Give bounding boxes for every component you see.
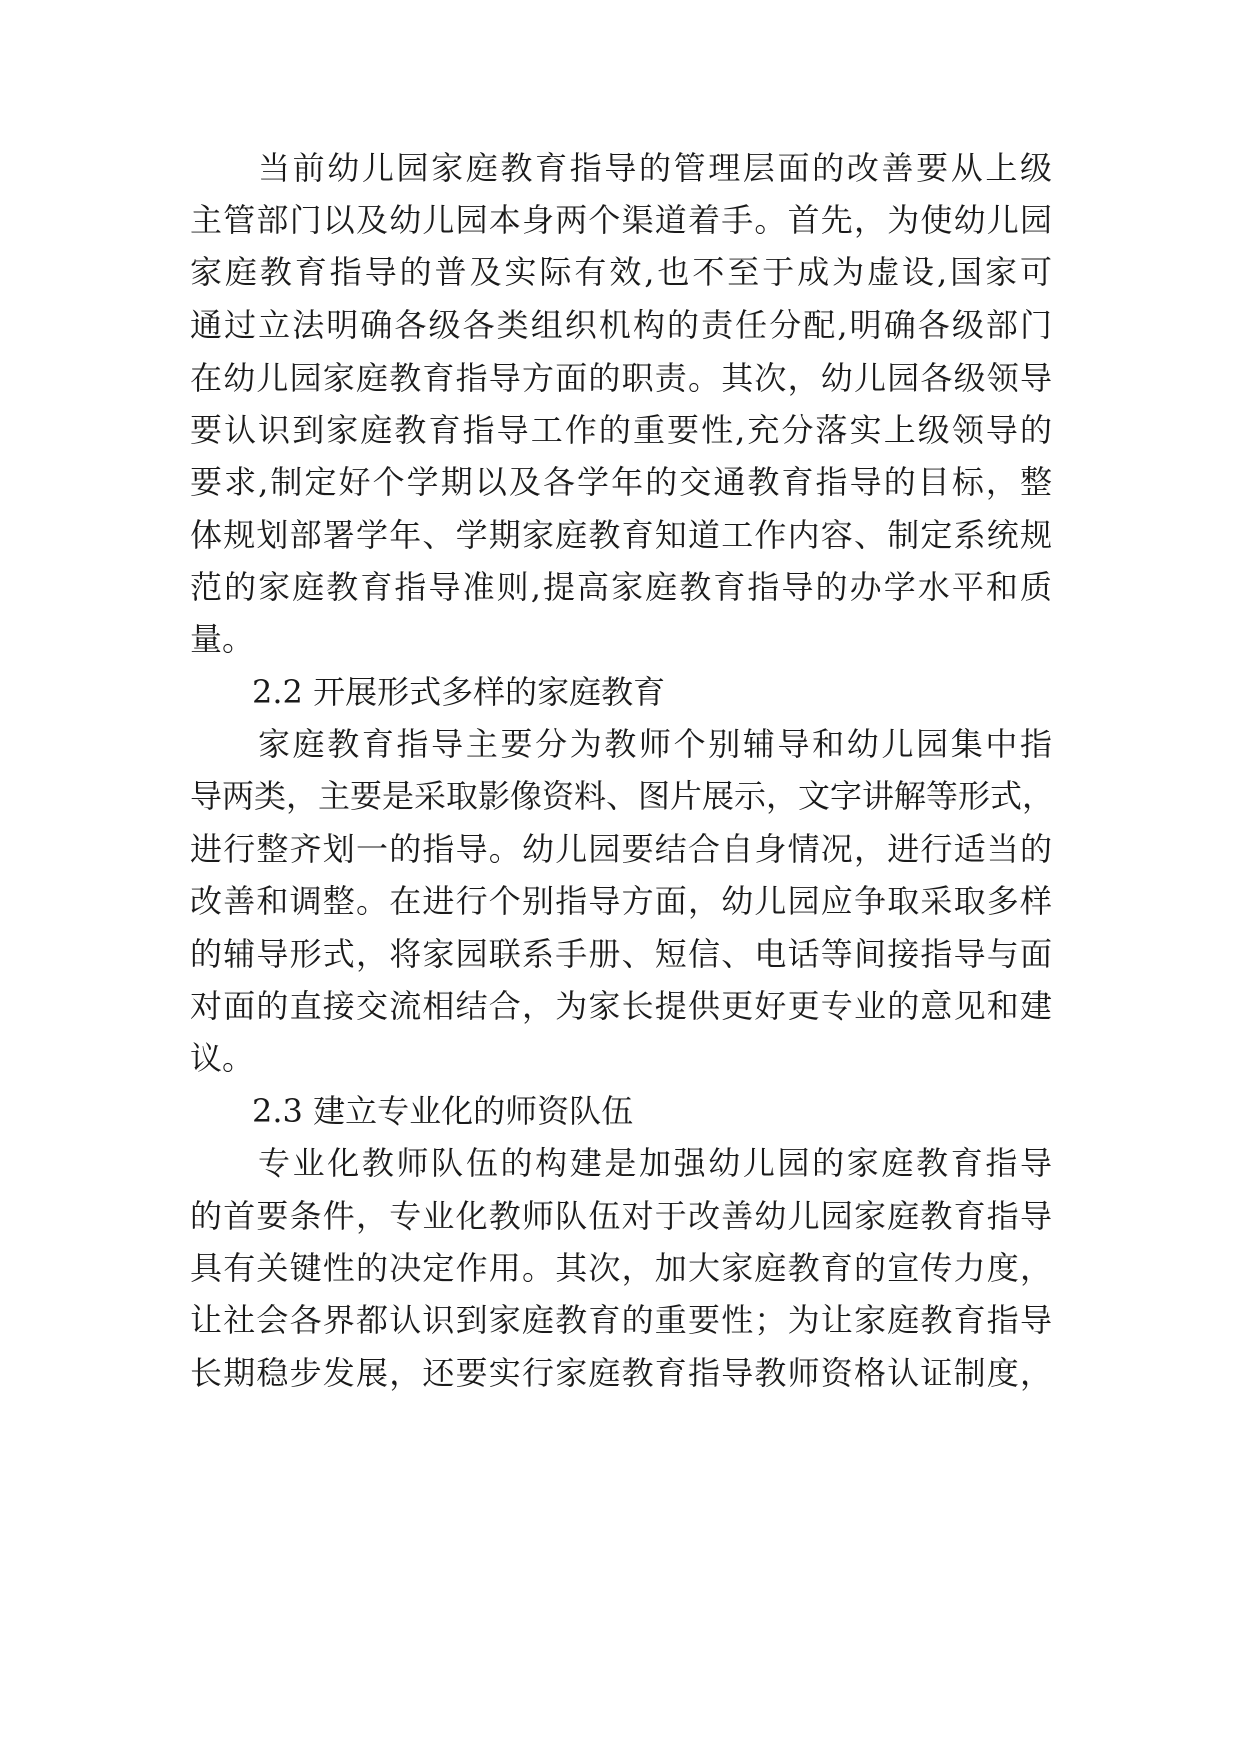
paragraph-line: 量。	[190, 620, 255, 658]
paragraph-line: 长期稳步发展，还要实行家庭教育指导教师资格认证制度，	[190, 1354, 1052, 1392]
paragraph-line: 的首要条件，专业化教师队伍对于改善幼儿园家庭教育指导	[190, 1197, 1052, 1235]
paragraph-line: 体规划部署学年、学期家庭教育知道工作内容、制定系统规	[190, 516, 1052, 554]
paragraph-line: 家庭教育指导主要分为教师个别辅导和幼儿园集中指	[258, 725, 1052, 763]
paragraph-line: 范的家庭教育指导准则,提高家庭教育指导的办学水平和质	[190, 568, 1052, 606]
paragraph-line: 专业化教师队伍的构建是加强幼儿园的家庭教育指导	[258, 1144, 1052, 1182]
paragraph-line: 具有关键性的决定作用。其次，加大家庭教育的宣传力度，	[190, 1249, 1052, 1287]
paragraph-line: 要求,制定好个学期以及各学年的交通教育指导的目标，整	[190, 463, 1052, 501]
paragraph-line: 家庭教育指导的普及实际有效,也不至于成为虚设,国家可	[190, 253, 1052, 291]
paragraph-line: 改善和调整。在进行个别指导方面，幼儿园应争取采取多样	[190, 882, 1052, 920]
paragraph-line: 要认识到家庭教育指导工作的重要性,充分落实上级领导的	[190, 411, 1052, 449]
section-heading: 2.2 开展形式多样的家庭教育	[252, 673, 666, 711]
paragraph-line: 主管部门以及幼儿园本身两个渠道着手。首先，为使幼儿园	[190, 201, 1052, 239]
paragraph-line: 对面的直接交流相结合，为家长提供更好更专业的意见和建	[190, 987, 1052, 1025]
paragraph-line: 议。	[190, 1039, 255, 1077]
paragraph-line: 让社会各界都认识到家庭教育的重要性；为让家庭教育指导	[190, 1301, 1052, 1339]
paragraph-line: 在幼儿园家庭教育指导方面的职责。其次，幼儿园各级领导	[190, 359, 1052, 397]
paragraph-line: 进行整齐划一的指导。幼儿园要结合自身情况，进行适当的	[190, 830, 1052, 868]
paragraph-line: 当前幼儿园家庭教育指导的管理层面的改善要从上级	[258, 149, 1052, 187]
section-heading: 2.3 建立专业化的师资队伍	[252, 1092, 634, 1130]
paragraph-line: 的辅导形式，将家园联系手册、短信、电话等间接指导与面	[190, 935, 1052, 973]
paragraph-line: 导两类，主要是采取影像资料、图片展示，文字讲解等形式，	[190, 777, 1055, 815]
paragraph-line: 通过立法明确各级各类组织机构的责任分配,明确各级部门	[190, 306, 1052, 344]
